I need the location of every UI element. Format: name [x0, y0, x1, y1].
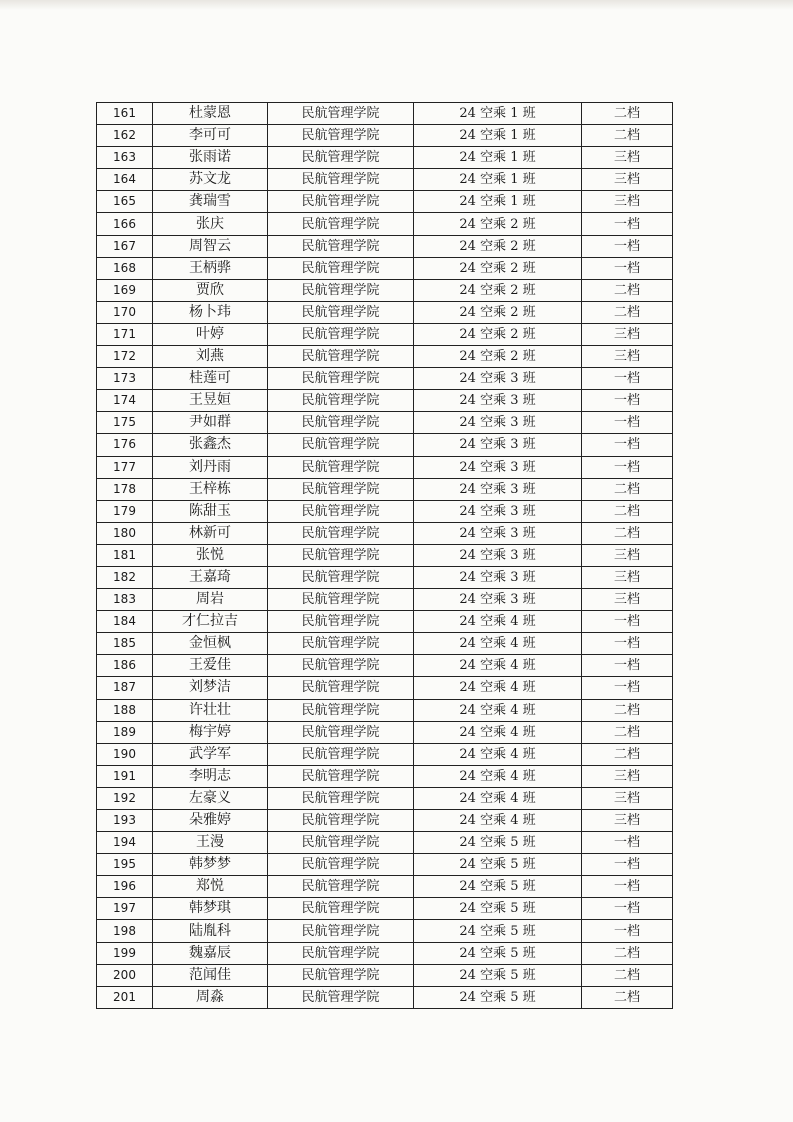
row-number-cell: 176: [97, 434, 153, 456]
class-cell: 24 空乘 4 班: [414, 677, 582, 699]
class-cell: 24 空乘 3 班: [414, 589, 582, 611]
table-row: [97, 103, 673, 125]
table-row: [97, 743, 673, 765]
college-cell: 民航管理学院: [268, 191, 414, 213]
row-number-cell: 194: [97, 832, 153, 854]
row-number-cell: 162: [97, 125, 153, 147]
grade-level-cell: 一档: [582, 832, 673, 854]
grade-level-cell: 三档: [582, 765, 673, 787]
table-row: [97, 787, 673, 809]
college-cell: 民航管理学院: [268, 589, 414, 611]
row-number-cell: 166: [97, 213, 153, 235]
student-name-cell: 张悦: [153, 544, 268, 566]
class-cell: 24 空乘 3 班: [414, 412, 582, 434]
grade-level-cell: 一档: [582, 633, 673, 655]
class-cell: 24 空乘 1 班: [414, 103, 582, 125]
grade-level-cell: 一档: [582, 390, 673, 412]
student-name-cell: 王嘉琦: [153, 566, 268, 588]
row-number-cell: 196: [97, 876, 153, 898]
table-row: [97, 810, 673, 832]
table-row: [97, 257, 673, 279]
row-number-cell: 174: [97, 390, 153, 412]
row-number-cell: 189: [97, 721, 153, 743]
row-number-cell: 200: [97, 964, 153, 986]
student-name-cell: 韩梦琪: [153, 898, 268, 920]
class-cell: 24 空乘 3 班: [414, 368, 582, 390]
college-cell: 民航管理学院: [268, 434, 414, 456]
row-number-cell: 197: [97, 898, 153, 920]
grade-level-cell: 一档: [582, 920, 673, 942]
student-name-cell: 杜蒙恩: [153, 103, 268, 125]
row-number-cell: 178: [97, 478, 153, 500]
table-row: [97, 655, 673, 677]
student-name-cell: 才仁拉吉: [153, 611, 268, 633]
class-cell: 24 空乘 5 班: [414, 876, 582, 898]
grade-level-cell: 二档: [582, 699, 673, 721]
class-cell: 24 空乘 1 班: [414, 169, 582, 191]
class-cell: 24 空乘 4 班: [414, 787, 582, 809]
student-name-cell: 杨卜玮: [153, 301, 268, 323]
table-row: [97, 434, 673, 456]
student-name-cell: 张鑫杰: [153, 434, 268, 456]
student-name-cell: 张庆: [153, 213, 268, 235]
student-name-cell: 尹如群: [153, 412, 268, 434]
class-cell: 24 空乘 2 班: [414, 279, 582, 301]
row-number-cell: 185: [97, 633, 153, 655]
table-row: [97, 125, 673, 147]
row-number-cell: 195: [97, 854, 153, 876]
student-name-cell: 王爱佳: [153, 655, 268, 677]
table-row: [97, 876, 673, 898]
table-row: [97, 832, 673, 854]
grade-level-cell: 二档: [582, 743, 673, 765]
row-number-cell: 193: [97, 810, 153, 832]
grade-level-cell: 三档: [582, 589, 673, 611]
college-cell: 民航管理学院: [268, 677, 414, 699]
grade-level-cell: 一档: [582, 854, 673, 876]
college-cell: 民航管理学院: [268, 787, 414, 809]
table-row: [97, 589, 673, 611]
table-row: [97, 699, 673, 721]
college-cell: 民航管理学院: [268, 832, 414, 854]
grade-level-cell: 三档: [582, 566, 673, 588]
row-number-cell: 173: [97, 368, 153, 390]
college-cell: 民航管理学院: [268, 566, 414, 588]
grade-level-cell: 一档: [582, 213, 673, 235]
table-row: [97, 920, 673, 942]
college-cell: 民航管理学院: [268, 500, 414, 522]
class-cell: 24 空乘 5 班: [414, 986, 582, 1008]
class-cell: 24 空乘 3 班: [414, 522, 582, 544]
college-cell: 民航管理学院: [268, 611, 414, 633]
grade-level-cell: 一档: [582, 876, 673, 898]
college-cell: 民航管理学院: [268, 368, 414, 390]
row-number-cell: 201: [97, 986, 153, 1008]
grade-level-cell: 二档: [582, 500, 673, 522]
class-cell: 24 空乘 2 班: [414, 323, 582, 345]
student-name-cell: 苏文龙: [153, 169, 268, 191]
student-name-cell: 许壮壮: [153, 699, 268, 721]
class-cell: 24 空乘 1 班: [414, 191, 582, 213]
student-name-cell: 王昱姮: [153, 390, 268, 412]
student-name-cell: 周岩: [153, 589, 268, 611]
table-row: [97, 213, 673, 235]
college-cell: 民航管理学院: [268, 456, 414, 478]
student-name-cell: 左豪义: [153, 787, 268, 809]
row-number-cell: 168: [97, 257, 153, 279]
college-cell: 民航管理学院: [268, 898, 414, 920]
student-name-cell: 梅宇婷: [153, 721, 268, 743]
table-row: [97, 500, 673, 522]
row-number-cell: 186: [97, 655, 153, 677]
class-cell: 24 空乘 3 班: [414, 434, 582, 456]
row-number-cell: 165: [97, 191, 153, 213]
class-cell: 24 空乘 1 班: [414, 125, 582, 147]
student-name-cell: 刘丹雨: [153, 456, 268, 478]
class-cell: 24 空乘 5 班: [414, 854, 582, 876]
table-row: [97, 478, 673, 500]
class-cell: 24 空乘 5 班: [414, 942, 582, 964]
table-row: [97, 323, 673, 345]
student-name-cell: 周智云: [153, 235, 268, 257]
row-number-cell: 175: [97, 412, 153, 434]
grade-level-cell: 三档: [582, 147, 673, 169]
row-number-cell: 164: [97, 169, 153, 191]
class-cell: 24 空乘 4 班: [414, 810, 582, 832]
student-name-cell: 李可可: [153, 125, 268, 147]
table-row: [97, 456, 673, 478]
college-cell: 民航管理学院: [268, 743, 414, 765]
college-cell: 民航管理学院: [268, 147, 414, 169]
grade-level-cell: 三档: [582, 346, 673, 368]
row-number-cell: 188: [97, 699, 153, 721]
table-row: [97, 412, 673, 434]
table-row: [97, 346, 673, 368]
class-cell: 24 空乘 2 班: [414, 257, 582, 279]
scan-top-edge: [0, 0, 793, 10]
class-cell: 24 空乘 3 班: [414, 544, 582, 566]
class-cell: 24 空乘 5 班: [414, 898, 582, 920]
grade-level-cell: 二档: [582, 964, 673, 986]
class-cell: 24 空乘 4 班: [414, 655, 582, 677]
college-cell: 民航管理学院: [268, 522, 414, 544]
college-cell: 民航管理学院: [268, 390, 414, 412]
student-name-cell: 王梓栋: [153, 478, 268, 500]
row-number-cell: 179: [97, 500, 153, 522]
grade-level-cell: 三档: [582, 810, 673, 832]
college-cell: 民航管理学院: [268, 301, 414, 323]
college-cell: 民航管理学院: [268, 544, 414, 566]
table-row: [97, 964, 673, 986]
college-cell: 民航管理学院: [268, 235, 414, 257]
college-cell: 民航管理学院: [268, 213, 414, 235]
table-row: [97, 611, 673, 633]
table-row: [97, 390, 673, 412]
grade-level-cell: 一档: [582, 412, 673, 434]
class-cell: 24 空乘 4 班: [414, 721, 582, 743]
student-name-cell: 韩梦梦: [153, 854, 268, 876]
class-cell: 24 空乘 1 班: [414, 147, 582, 169]
table-row: [97, 633, 673, 655]
row-number-cell: 180: [97, 522, 153, 544]
class-cell: 24 空乘 3 班: [414, 390, 582, 412]
row-number-cell: 161: [97, 103, 153, 125]
college-cell: 民航管理学院: [268, 699, 414, 721]
grade-level-cell: 二档: [582, 478, 673, 500]
college-cell: 民航管理学院: [268, 125, 414, 147]
student-name-cell: 陈甜玉: [153, 500, 268, 522]
student-name-cell: 刘梦洁: [153, 677, 268, 699]
student-name-cell: 陆胤科: [153, 920, 268, 942]
table-row: [97, 898, 673, 920]
college-cell: 民航管理学院: [268, 810, 414, 832]
row-number-cell: 172: [97, 346, 153, 368]
student-name-cell: 龚瑞雪: [153, 191, 268, 213]
grade-level-cell: 一档: [582, 235, 673, 257]
row-number-cell: 199: [97, 942, 153, 964]
table-row: [97, 566, 673, 588]
table-row: [97, 368, 673, 390]
grade-level-cell: 一档: [582, 611, 673, 633]
college-cell: 民航管理学院: [268, 942, 414, 964]
class-cell: 24 空乘 3 班: [414, 478, 582, 500]
table-row: [97, 721, 673, 743]
table-row: [97, 169, 673, 191]
grade-level-cell: 一档: [582, 677, 673, 699]
grade-level-cell: 二档: [582, 522, 673, 544]
table-row: [97, 235, 673, 257]
student-name-cell: 贾欣: [153, 279, 268, 301]
table-row: [97, 942, 673, 964]
class-cell: 24 空乘 3 班: [414, 456, 582, 478]
college-cell: 民航管理学院: [268, 169, 414, 191]
grade-level-cell: 二档: [582, 942, 673, 964]
row-number-cell: 177: [97, 456, 153, 478]
grade-level-cell: 一档: [582, 898, 673, 920]
class-cell: 24 空乘 5 班: [414, 832, 582, 854]
grade-level-cell: 二档: [582, 986, 673, 1008]
college-cell: 民航管理学院: [268, 765, 414, 787]
roster-table-wrapper: [96, 102, 672, 1009]
student-name-cell: 叶婷: [153, 323, 268, 345]
class-cell: 24 空乘 2 班: [414, 301, 582, 323]
row-number-cell: 170: [97, 301, 153, 323]
student-name-cell: 金恒枫: [153, 633, 268, 655]
table-row: [97, 854, 673, 876]
student-name-cell: 刘燕: [153, 346, 268, 368]
college-cell: 民航管理学院: [268, 257, 414, 279]
college-cell: 民航管理学院: [268, 323, 414, 345]
grade-level-cell: 一档: [582, 456, 673, 478]
student-name-cell: 张雨诺: [153, 147, 268, 169]
row-number-cell: 169: [97, 279, 153, 301]
college-cell: 民航管理学院: [268, 633, 414, 655]
table-row: [97, 522, 673, 544]
student-name-cell: 范闻佳: [153, 964, 268, 986]
row-number-cell: 167: [97, 235, 153, 257]
college-cell: 民航管理学院: [268, 103, 414, 125]
roster-table-body: [97, 103, 673, 1009]
college-cell: 民航管理学院: [268, 964, 414, 986]
grade-level-cell: 三档: [582, 323, 673, 345]
roster-table: [96, 102, 673, 1009]
grade-level-cell: 一档: [582, 368, 673, 390]
class-cell: 24 空乘 4 班: [414, 699, 582, 721]
student-name-cell: 武学军: [153, 743, 268, 765]
row-number-cell: 182: [97, 566, 153, 588]
grade-level-cell: 二档: [582, 279, 673, 301]
row-number-cell: 163: [97, 147, 153, 169]
grade-level-cell: 二档: [582, 125, 673, 147]
class-cell: 24 空乘 3 班: [414, 566, 582, 588]
row-number-cell: 190: [97, 743, 153, 765]
grade-level-cell: 二档: [582, 103, 673, 125]
student-name-cell: 魏嘉辰: [153, 942, 268, 964]
row-number-cell: 184: [97, 611, 153, 633]
college-cell: 民航管理学院: [268, 876, 414, 898]
college-cell: 民航管理学院: [268, 279, 414, 301]
class-cell: 24 空乘 2 班: [414, 213, 582, 235]
student-name-cell: 王漫: [153, 832, 268, 854]
class-cell: 24 空乘 2 班: [414, 346, 582, 368]
class-cell: 24 空乘 4 班: [414, 633, 582, 655]
row-number-cell: 187: [97, 677, 153, 699]
class-cell: 24 空乘 4 班: [414, 743, 582, 765]
table-row: [97, 147, 673, 169]
college-cell: 民航管理学院: [268, 655, 414, 677]
grade-level-cell: 二档: [582, 301, 673, 323]
student-name-cell: 周淼: [153, 986, 268, 1008]
student-name-cell: 李明志: [153, 765, 268, 787]
grade-level-cell: 一档: [582, 434, 673, 456]
class-cell: 24 空乘 3 班: [414, 500, 582, 522]
college-cell: 民航管理学院: [268, 478, 414, 500]
table-row: [97, 765, 673, 787]
grade-level-cell: 一档: [582, 655, 673, 677]
row-number-cell: 191: [97, 765, 153, 787]
college-cell: 民航管理学院: [268, 721, 414, 743]
grade-level-cell: 三档: [582, 544, 673, 566]
grade-level-cell: 三档: [582, 191, 673, 213]
class-cell: 24 空乘 2 班: [414, 235, 582, 257]
student-name-cell: 林新可: [153, 522, 268, 544]
college-cell: 民航管理学院: [268, 854, 414, 876]
college-cell: 民航管理学院: [268, 412, 414, 434]
grade-level-cell: 一档: [582, 257, 673, 279]
row-number-cell: 192: [97, 787, 153, 809]
college-cell: 民航管理学院: [268, 986, 414, 1008]
college-cell: 民航管理学院: [268, 920, 414, 942]
grade-level-cell: 二档: [582, 721, 673, 743]
row-number-cell: 183: [97, 589, 153, 611]
table-row: [97, 986, 673, 1008]
class-cell: 24 空乘 5 班: [414, 964, 582, 986]
student-name-cell: 桂莲可: [153, 368, 268, 390]
table-row: [97, 544, 673, 566]
student-name-cell: 郑悦: [153, 876, 268, 898]
table-row: [97, 191, 673, 213]
grade-level-cell: 三档: [582, 787, 673, 809]
row-number-cell: 181: [97, 544, 153, 566]
student-name-cell: 王柄骅: [153, 257, 268, 279]
table-row: [97, 279, 673, 301]
college-cell: 民航管理学院: [268, 346, 414, 368]
grade-level-cell: 三档: [582, 169, 673, 191]
row-number-cell: 198: [97, 920, 153, 942]
student-name-cell: 朵雅婷: [153, 810, 268, 832]
table-row: [97, 677, 673, 699]
table-row: [97, 301, 673, 323]
class-cell: 24 空乘 5 班: [414, 920, 582, 942]
class-cell: 24 空乘 4 班: [414, 611, 582, 633]
row-number-cell: 171: [97, 323, 153, 345]
class-cell: 24 空乘 4 班: [414, 765, 582, 787]
